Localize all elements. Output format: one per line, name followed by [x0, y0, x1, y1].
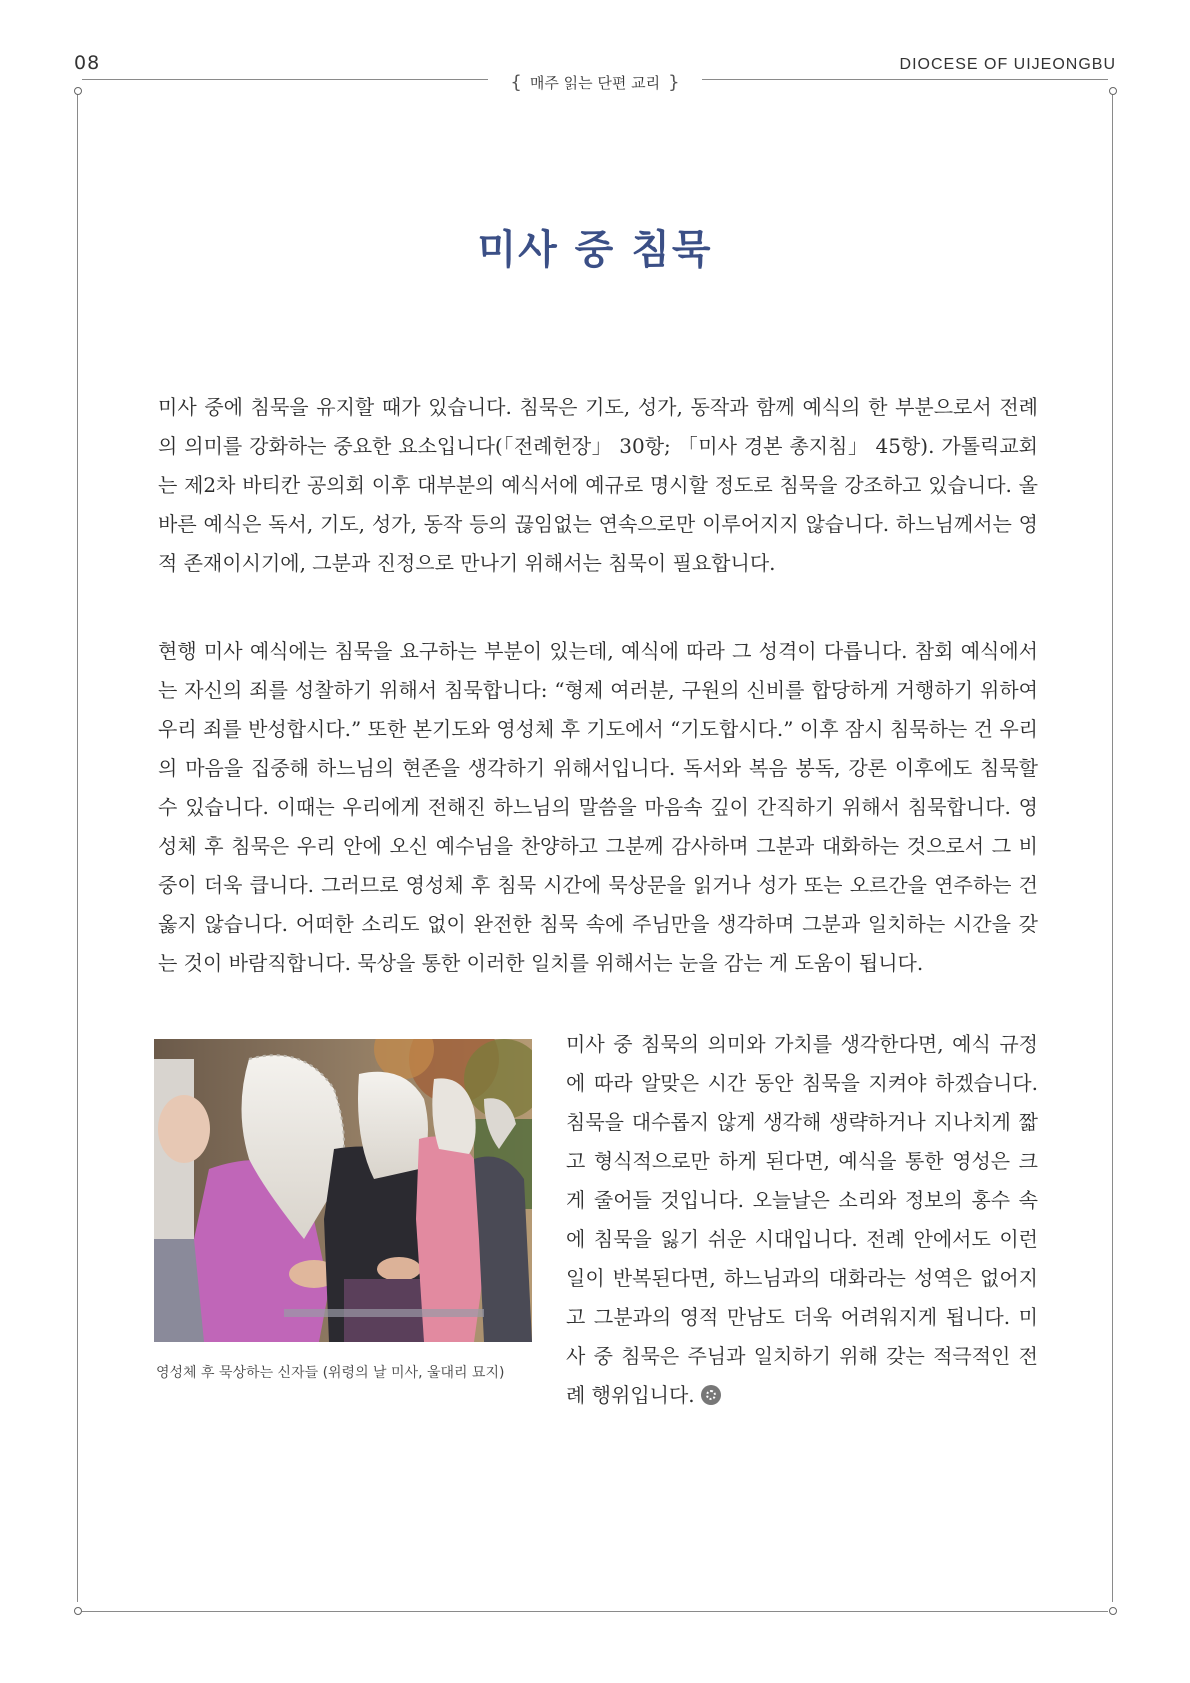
end-mark-icon — [701, 1385, 721, 1405]
frame-bottom-line — [82, 1611, 1108, 1612]
article-paragraph-text: 미사 중 침묵의 의미와 가치를 생각한다면, 예식 규정에 따라 알맞은 시간 동안 침묵을 지켜야 하겠습니다. 침묵을 대수롭지 않게 생각해 생략하거나 지나치게 짧고 형식적으로만 하게 된다면, 예식을 통한 영성은 크게 줄어들 것입니다. 오늘날은 소리와 정보의 홍수 속에 침묵을 잃기 쉬운 시대입니다. 전례 안에서도 이런 일이 반복된다면, 하느님과의 대화라는 성역은 없어지고 그분과의 영적 만남도 더욱 어려워지게 됩니다. 미사 중 침묵은 주님과 일치하기 위해 갖는 적극적인 전례 행위입니다. — [566, 1032, 1038, 1407]
photo-caption: 영성체 후 묵상하는 신자들 (위령의 날 미사, 울대리 묘지) — [156, 1365, 505, 1381]
frame-corner-dot — [1109, 1607, 1117, 1615]
series-label — [0, 72, 1190, 93]
diocese-name: DIOCESE OF UIJEONGBU — [899, 56, 1116, 73]
frame-right-line — [1112, 92, 1113, 1602]
series-title: 매주 읽는 단편 교리 — [529, 74, 661, 92]
article-photo — [154, 1039, 532, 1342]
article-title: 미사 중 침묵 — [477, 226, 713, 273]
frame-corner-dot — [74, 1607, 82, 1615]
page-number: 08 — [74, 52, 101, 74]
article-paragraph: 현행 미사 예식에는 침묵을 요구하는 부분이 있는데, 예식에 따라 그 성격이 다릅니다. 참회 예식에서는 자신의 죄를 성찰하기 위해서 침묵합니다: “형제 여러분, 구원의 신비를 합당하게 거행하기 위하여 우리 죄를 반성합시다.” 또한 본기도와 영성체 후 기도에서 “기도합시다.” 이후 잠시 침묵하는 건 우리의 마음을 집중해 하느님의 현존을 생각하기 위해서입니다. 독서와 복음 봉독, 강론 이후에도 침묵할 수 있습니다. 이때는 우리에게 전해진 하느님의 말씀을 마음속 깊이 간직하기 위해서 침묵합니다. 영성체 후 침묵은 우리 안에 오신 예수님을 찬양하고 그분께 감사하며 그분과 대화하는 것으로서 그 비중이 더욱 큽니다. 그러므로 영성체 후 침묵 시간에 묵상문을 읽거나 성가 또는 오르간을 연주하는 건 옳지 않습니다. 어떠한 소리도 없이 완전한 침묵 속에 주님만을 생각하며 그분과 일치하는 시간을 갖는 것이 바람직합니다. 묵상을 통한 이러한 일치를 위해서는 눈을 감는 게 도움이 됩니다. — [158, 639, 1038, 975]
frame-left-line — [77, 92, 78, 1602]
series-brace-close: } — [668, 72, 680, 93]
article-paragraph: 미사 중에 침묵을 유지할 때가 있습니다. 침묵은 기도, 성가, 동작과 함께 예식의 한 부분으로서 전례의 의미를 강화하는 중요한 요소입니다(「전례헌장」 30항; 「미사 경본 총지침」 45항). 가톨릭교회는 제2차 바티칸 공의회 이후 대부분의 예식서에 예규로 명시할 정도로 침묵을 강조하고 있습니다. 올바른 예식은 독서, 기도, 성가, 동작 등의 끊임없는 연속으로만 이루어지지 않습니다. 하느님께서는 영적 존재이시기에, 그분과 진정으로 만나기 위해서는 침묵이 필요합니다. — [158, 395, 1038, 575]
article-paragraph-closing — [566, 1025, 1038, 1415]
series-brace-open: { — [510, 72, 522, 93]
